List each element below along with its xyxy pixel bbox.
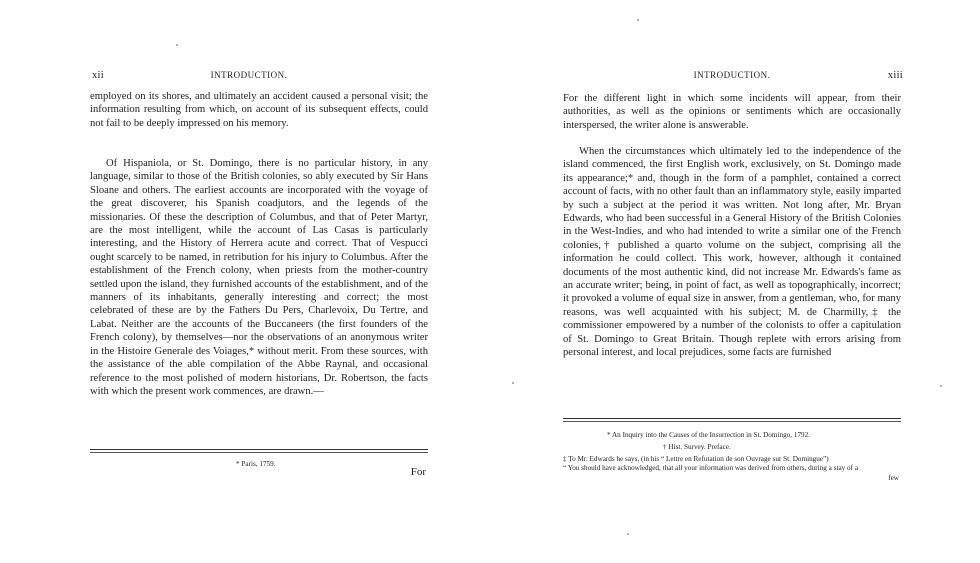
left-footnote-1: * Paris, 1759.	[236, 460, 276, 468]
paper-speck	[627, 533, 629, 535]
right-footnote-2: † Hist. Survey. Preface.	[663, 443, 731, 451]
right-catchword: few	[888, 474, 899, 482]
right-footnote-4: “ You should have acknowledged, that all your information was derived from others, during a stay of a	[563, 464, 859, 472]
right-footnote-rule-thin	[563, 421, 901, 422]
left-paragraph-2: Of Hispaniola, or St. Domingo, there is no particular history, in any language, similar to those of the British colonies, so ably executed by Sir Hans Sloane and others. The earliest accounts are incorporated with the voyage of the great discoverer, his Spanish coadjutors, and the legends of the missionaries. Of these the description of Columbus, and that of Peter Martyr, are the most intelligent, while the account of Las Casas is particularly interesting, and the History of Herrera acute and correct. That of Vespucci ought scarcely to be named, in retribution for his injury to Columbus. After the establishment of the French colony, when priests from the mother-country settled upon the island, they furnished accounts of the establishment, and of the manners of its inhabitants, generally interesting and correct; the most celebrated of these are by the Fathers Du Pers, Charlevoix, Du Tertre, and Labat. Neither are the accounts of the Buccaneers (the first founders of the French colony), by themselves—nor the observations of an anonymous writer in the Histoire Generale des Voiages,* without merit. From these sources, with the assistance of the able compilation of the Abbe Raynal, and occasional reference to the most polished of modern historians, Dr. Robertson, the facts with which the present work commences, are drawn.—	[90, 158, 428, 397]
left-catchword: For	[410, 466, 426, 478]
paper-speck	[176, 44, 178, 46]
right-paragraph-1: For the different light in which some incidents will appear, from their authorities, as well as the opinions or sentiments which are occasionally interspersed, the writer alone is answerable.	[563, 93, 901, 131]
paper-speck	[512, 382, 514, 384]
page-number-xii: xii	[92, 70, 104, 81]
left-running-title: INTRODUCTION.	[210, 70, 288, 80]
left-paragraph-1: employed on its shores, and ultimately an accident caused a personal visit; the information resulting from which, on account of its subsequent effects, could not fail to be deeply impressed on his memory.	[90, 91, 428, 129]
right-running-title: INTRODUCTION.	[693, 70, 771, 80]
right-footnote-rule	[563, 418, 901, 419]
left-footnote-rule-thin	[90, 452, 428, 453]
right-paragraph-2: When the circumstances which ultimately led to the independence of the island commenced, the first English work, exclusively, on St. Domingo made its appearance;* and, though in the form of a pamphlet, contained a correct account of facts, with no other fault than an inflammatory style, easily imparted by such a subject at the period it was written. Not long after, Mr. Bryan Edwards, who had been successful in a General History of the British Colonies in the West-Indies, and who had intended to write a similar one of the French colonies,† published a quarto volume on the subject, comprising all the information he could collect. This work, however, although it contained documents of the most authentic kind, did not increase Mr. Edwards's fame as an accurate writer; being, in point of fact, as well as topographically, incorrect; it provoked a volume of equal size in answer, from a gentleman, who, for many reasons, was well acquainted with his subject; M. de Charmilly,‡ the commissioner empowered by a number of the colonists to offer a capitulation of St. Domingo to Great Britain. Though replete with errors arising from personal interest, and local prejudices, some facts are furnished	[563, 146, 901, 359]
page-number-xiii: xiii	[887, 70, 903, 81]
paper-speck	[940, 385, 942, 387]
paper-speck	[637, 19, 639, 21]
right-footnote-3: ‡ To Mr. Edwards he says, (in his “ Lettre en Refutation de son Ouvrage sur St. Domingue”)	[563, 455, 829, 463]
left-footnote-rule	[90, 449, 428, 450]
right-footnote-1: * An Inquiry into the Causes of the Insurrection in St. Domingo, 1792.	[607, 431, 811, 439]
